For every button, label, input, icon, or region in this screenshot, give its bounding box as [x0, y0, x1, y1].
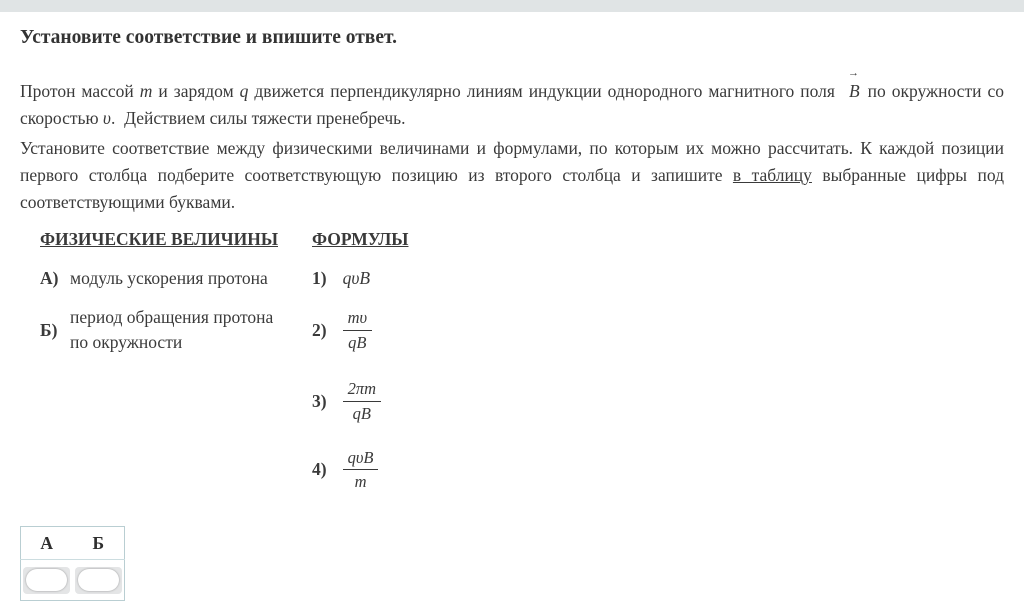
answer-select-a[interactable]: [23, 567, 70, 594]
problem-statement: [20, 67, 1004, 132]
item-text-b: период обращения протона по окружности: [70, 307, 274, 352]
text-run: выбранные цифры под соответствующими буквами.: [20, 165, 1005, 212]
fraction-denominator: qB: [343, 401, 381, 424]
formula-label-2: 2): [312, 319, 327, 340]
select-value-a: [26, 569, 67, 591]
vector-b: [847, 67, 862, 105]
question-page: [0, 27, 1024, 601]
text-run: движется перпендикулярно линиям индукции однородного магнитного поля: [248, 81, 847, 101]
formula-expr-1: qυB: [342, 268, 371, 288]
variable-q: q: [239, 81, 249, 101]
fraction-numerator: qυB: [347, 447, 374, 467]
right-column-header: ФОРМУЛЫ: [312, 229, 409, 249]
text-run: Протон массой: [20, 81, 140, 101]
top-bar: [0, 0, 1024, 12]
item-label-b: Б): [40, 319, 58, 340]
answer-col-header-b: Б: [73, 527, 125, 560]
left-column-header: ФИЗИЧЕСКИЕ ВЕЛИЧИНЫ: [40, 229, 279, 249]
formula-2: [312, 308, 409, 353]
answer-table-header-row: [21, 527, 125, 560]
underlined-text: в таблицу: [732, 165, 812, 185]
formula-label-1: 1): [312, 268, 327, 288]
text-run: Установите соответствие между физическими величинами и формулами, по которым их можно рассчитать. К каждой позиции первого столбца подберите соответствующую позицию из второго столбца и запишите: [20, 138, 1004, 185]
formula-3: [312, 355, 409, 424]
left-item-b: [40, 305, 312, 355]
fraction-denominator: qB: [343, 330, 373, 353]
formula-4: [312, 424, 409, 493]
answer-cell-a: [21, 560, 73, 601]
formula-label-4: 4): [312, 459, 327, 480]
formula-1: [312, 268, 409, 303]
variable-b: B: [848, 81, 860, 101]
fraction-numerator: 2πm: [347, 379, 377, 398]
fraction-denominator: m: [343, 469, 379, 492]
answer-table-input-row: [21, 560, 125, 601]
task-instruction: [20, 135, 1004, 216]
variable-m: m: [139, 81, 153, 101]
formula-label-3: 3): [312, 390, 327, 411]
text-run: . Действием силы тяжести пренебречь.: [110, 108, 406, 128]
answer-table: [20, 526, 125, 601]
left-item-a: [40, 266, 312, 305]
formula-fraction-2: [343, 308, 373, 353]
matching-area: [40, 229, 1004, 492]
select-value-b: [78, 569, 119, 591]
formula-fraction-3: [343, 379, 381, 424]
text-run: по окружности со скоростью: [20, 81, 1004, 128]
answer-col-header-a: А: [21, 527, 73, 560]
item-label-a: А): [40, 268, 59, 288]
page-title: Установите соответствие и впишите ответ.: [20, 27, 397, 48]
answer-cell-b: [73, 560, 125, 601]
variable-v: υ: [102, 108, 111, 128]
text-run: и зарядом: [152, 81, 240, 101]
item-text-a: модуль ускорения протона: [70, 268, 268, 288]
fraction-numerator: mυ: [347, 307, 368, 327]
formula-fraction-4: [343, 448, 379, 493]
answer-select-b[interactable]: [75, 567, 122, 594]
vector-arrow-icon: →: [847, 67, 859, 79]
